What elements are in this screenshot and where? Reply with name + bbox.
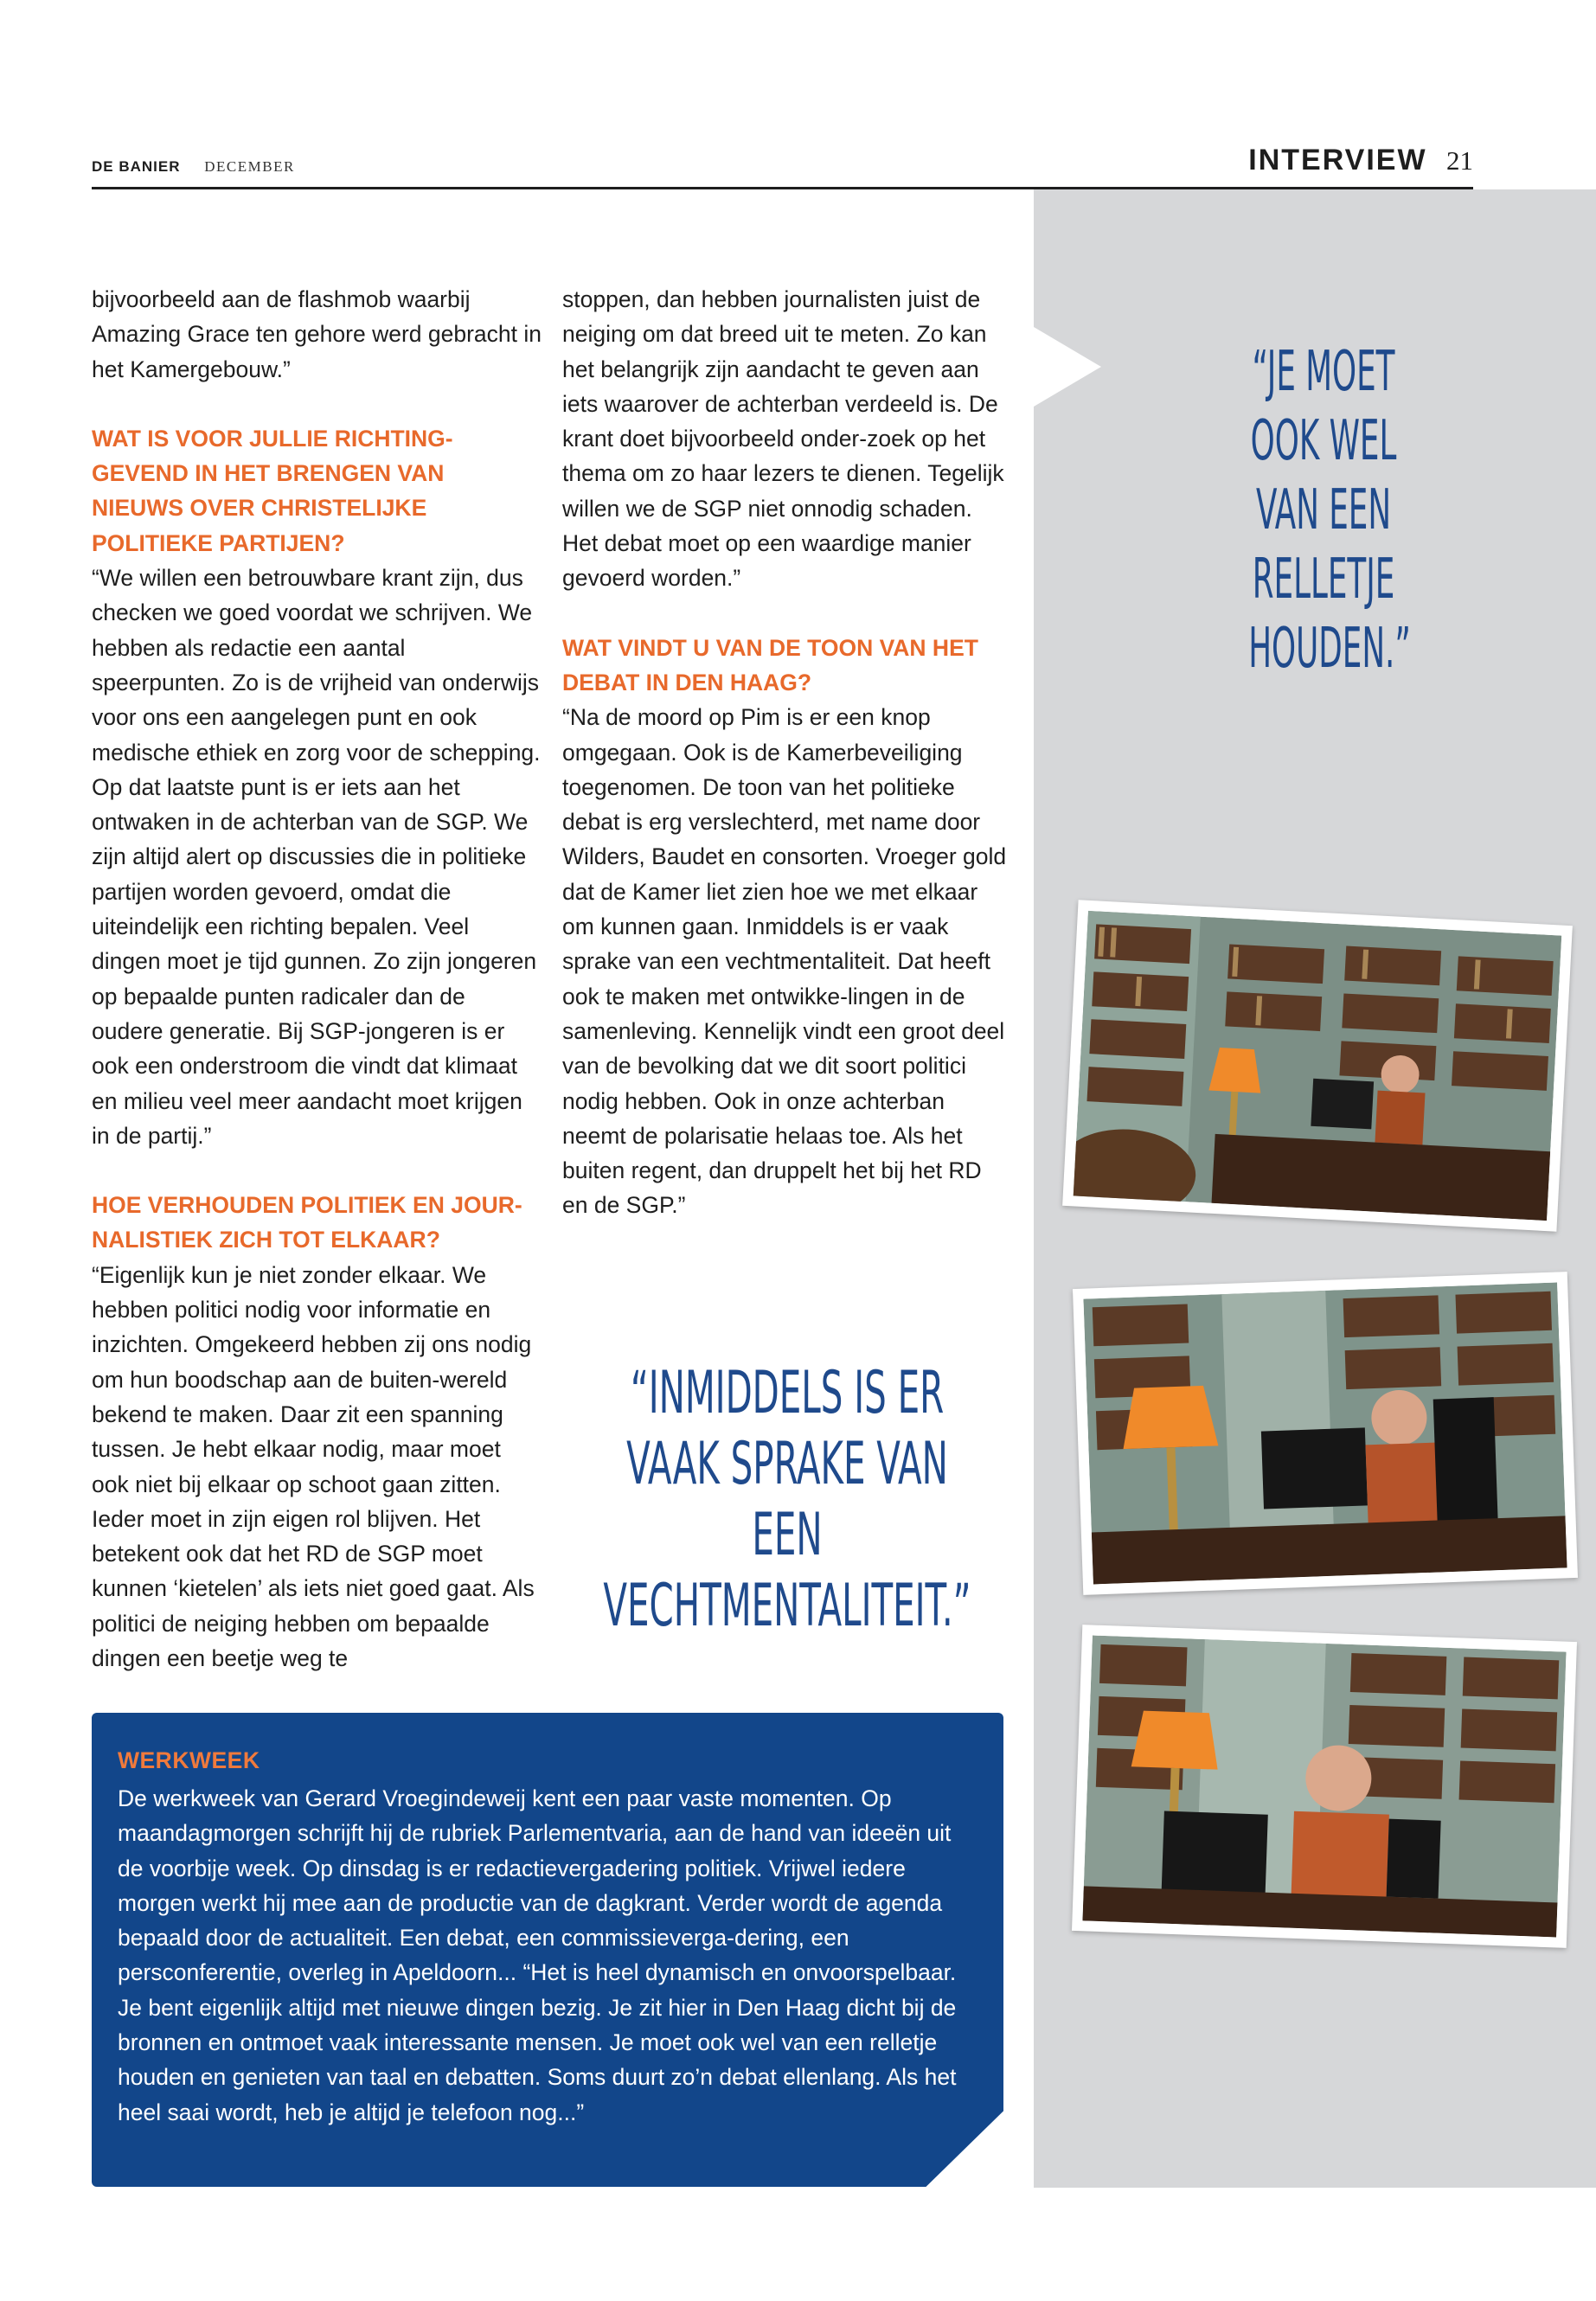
paragraph: stoppen, dan hebben journalisten juist de neiging om dat breed uit te meten. Zo kan het belangrijk zijn aandacht te geven aan iets waarover de achterban verdeeld is. De krant doet bijvoorbeeld onder-zoek op het thema om zo haar lezers te dienen. Tegelijk willen we de SGP niet onnodig schaden. Het debat moet op een waardige manier gevoerd worden.” [562, 286, 1004, 592]
article-column-2 [562, 282, 1012, 1223]
paragraph: bijvoorbeeld aan de flashmob waarbij Amazing Grace ten gehore werd gebracht in het Kamergebouw.” [92, 286, 542, 382]
interview-question: HOE VERHOUDEN POLITIEK EN JOUR-NALISTIEK ZICH TOT ELKAAR? [92, 1192, 522, 1253]
section-header [1248, 144, 1473, 177]
library-photo-image [1083, 1283, 1567, 1585]
pull-quote-main: “INMIDDELS IS ER VAAK SPRAKE VAN EEN VECHTMENTALITEIT.” [603, 1359, 971, 1640]
library-photo-image [1082, 1636, 1566, 1938]
paragraph: “Na de moord op Pim is er een knop omgegaan. Ook is de Kamerbeveiliging toegenomen. De toon van het politieke debat is erg verslechterd, met name door Wilders, Baudet en consorten. Vroeger gold dat de Kamer liet zien hoe we met elkaar om kunnen gaan. Inmiddels is er vaak sprake van een vechtmentaliteit. Dat heeft ook te maken met ontwikke-lingen in de samenleving. Kennelijk vindt een groot deel van de bevolking dat we dit soort politici nodig hebben. Ook in onze achterban neemt de polarisatie helaas toe. Als het buiten regent, dan druppelt het bij het RD en de SGP.” [562, 704, 1007, 1219]
werkweek-text [118, 1781, 983, 2130]
interview-question: WAT VINDT U VAN DE TOON VAN HET DEBAT IN DEN HAAG? [562, 634, 978, 695]
paragraph: De werkweek van Gerard Vroegindeweij kent een paar vaste momenten. Op maandagmorgen schrijft hij de rubriek Parlementvaria, aan de hand van ideeën uit de voorbije week. Op dinsdag is er redactievergadering politiek. Vrijwel iedere morgen werkt hij mee aan de productie van de dagkrant. Verder wordt de agenda bepaald door de actualiteit. Een debat, een commissieverga-dering, een persconferentie, overleg in Apeldoorn... “Het is heel dynamisch en onvoorspelbaar. Je bent eigenlijk altijd met nieuwe dingen bezig. Je zit hier in Den Haag dicht bij de bronnen en ontmoet vaak interessante mensen. Je moet ook wel van een relletje houden en genieten van taal en debatten. Soms duurt zo’n debat ellenlang. Als het heel saai wordt, heb je altijd je telefoon nog...” [118, 1785, 957, 2125]
issue-month: DECEMBER [204, 158, 295, 175]
werkweek-title: WERKWEEK [118, 1747, 260, 1773]
photo-library-3 [1072, 1625, 1577, 1948]
library-photo-image [1074, 911, 1562, 1221]
panel-notch [1034, 327, 1101, 407]
pull-quote-side: “JE MOET OOK WEL VAN EEN RELLETJE HOUDEN.” [1248, 340, 1411, 681]
page-number: 21 [1446, 145, 1473, 176]
photo-library-2 [1073, 1272, 1578, 1595]
interview-question: WAT IS VOOR JULLIE RICHTING-GEVEND IN HET BRENGEN VAN NIEUWS OVER CHRISTELIJKE POLITIEKE PARTIJEN? [92, 425, 453, 556]
running-header [92, 158, 295, 176]
paragraph: “Eigenlijk kun je niet zonder elkaar. We hebben politici nodig voor informatie en inzichten. Omgekeerd hebben zij ons nodig om hun boodschap aan de buiten-wereld bekend te maken. Daar zit een spanning tussen. Je hebt elkaar nodig, maar moet ook niet bij elkaar op schoot gaan zitten. Ieder moet in zijn eigen rol blijven. Het betekent ook dat het RD de SGP moet kunnen ‘kietelen’ als iets niet goed gaat. Als politici de neiging hebben om bepaalde dingen een beetje weg te [92, 1261, 535, 1671]
paragraph: “We willen een betrouwbare krant zijn, dus checken we goed voordat we schrijven. We hebben als redactie een aantal speerpunten. Zo is de vrijheid van onderwijs voor ons een aangelegen punt en ook medische ethiek en zorg voor de schepping. Op dat laatste punt is er iets aan het ontwaken in de achterban van de SGP. We zijn altijd alert op discussies die in politieke partijen worden gevoerd, omdat die uiteindelijk een richting bepalen. Veel dingen moet je tijd gunnen. Zo zijn jongeren op bepaalde punten radicaler dan de oudere generatie. Bij SGP-jongeren is er ook een onderstroom die vindt dat klimaat en milieu veel meer aandacht moet krijgen in de partij.” [92, 565, 541, 1149]
photo-library-1 [1062, 900, 1573, 1231]
publication-name: DE BANIER [92, 158, 181, 175]
section-title: INTERVIEW [1248, 144, 1427, 176]
article-column-1 [92, 282, 542, 1676]
